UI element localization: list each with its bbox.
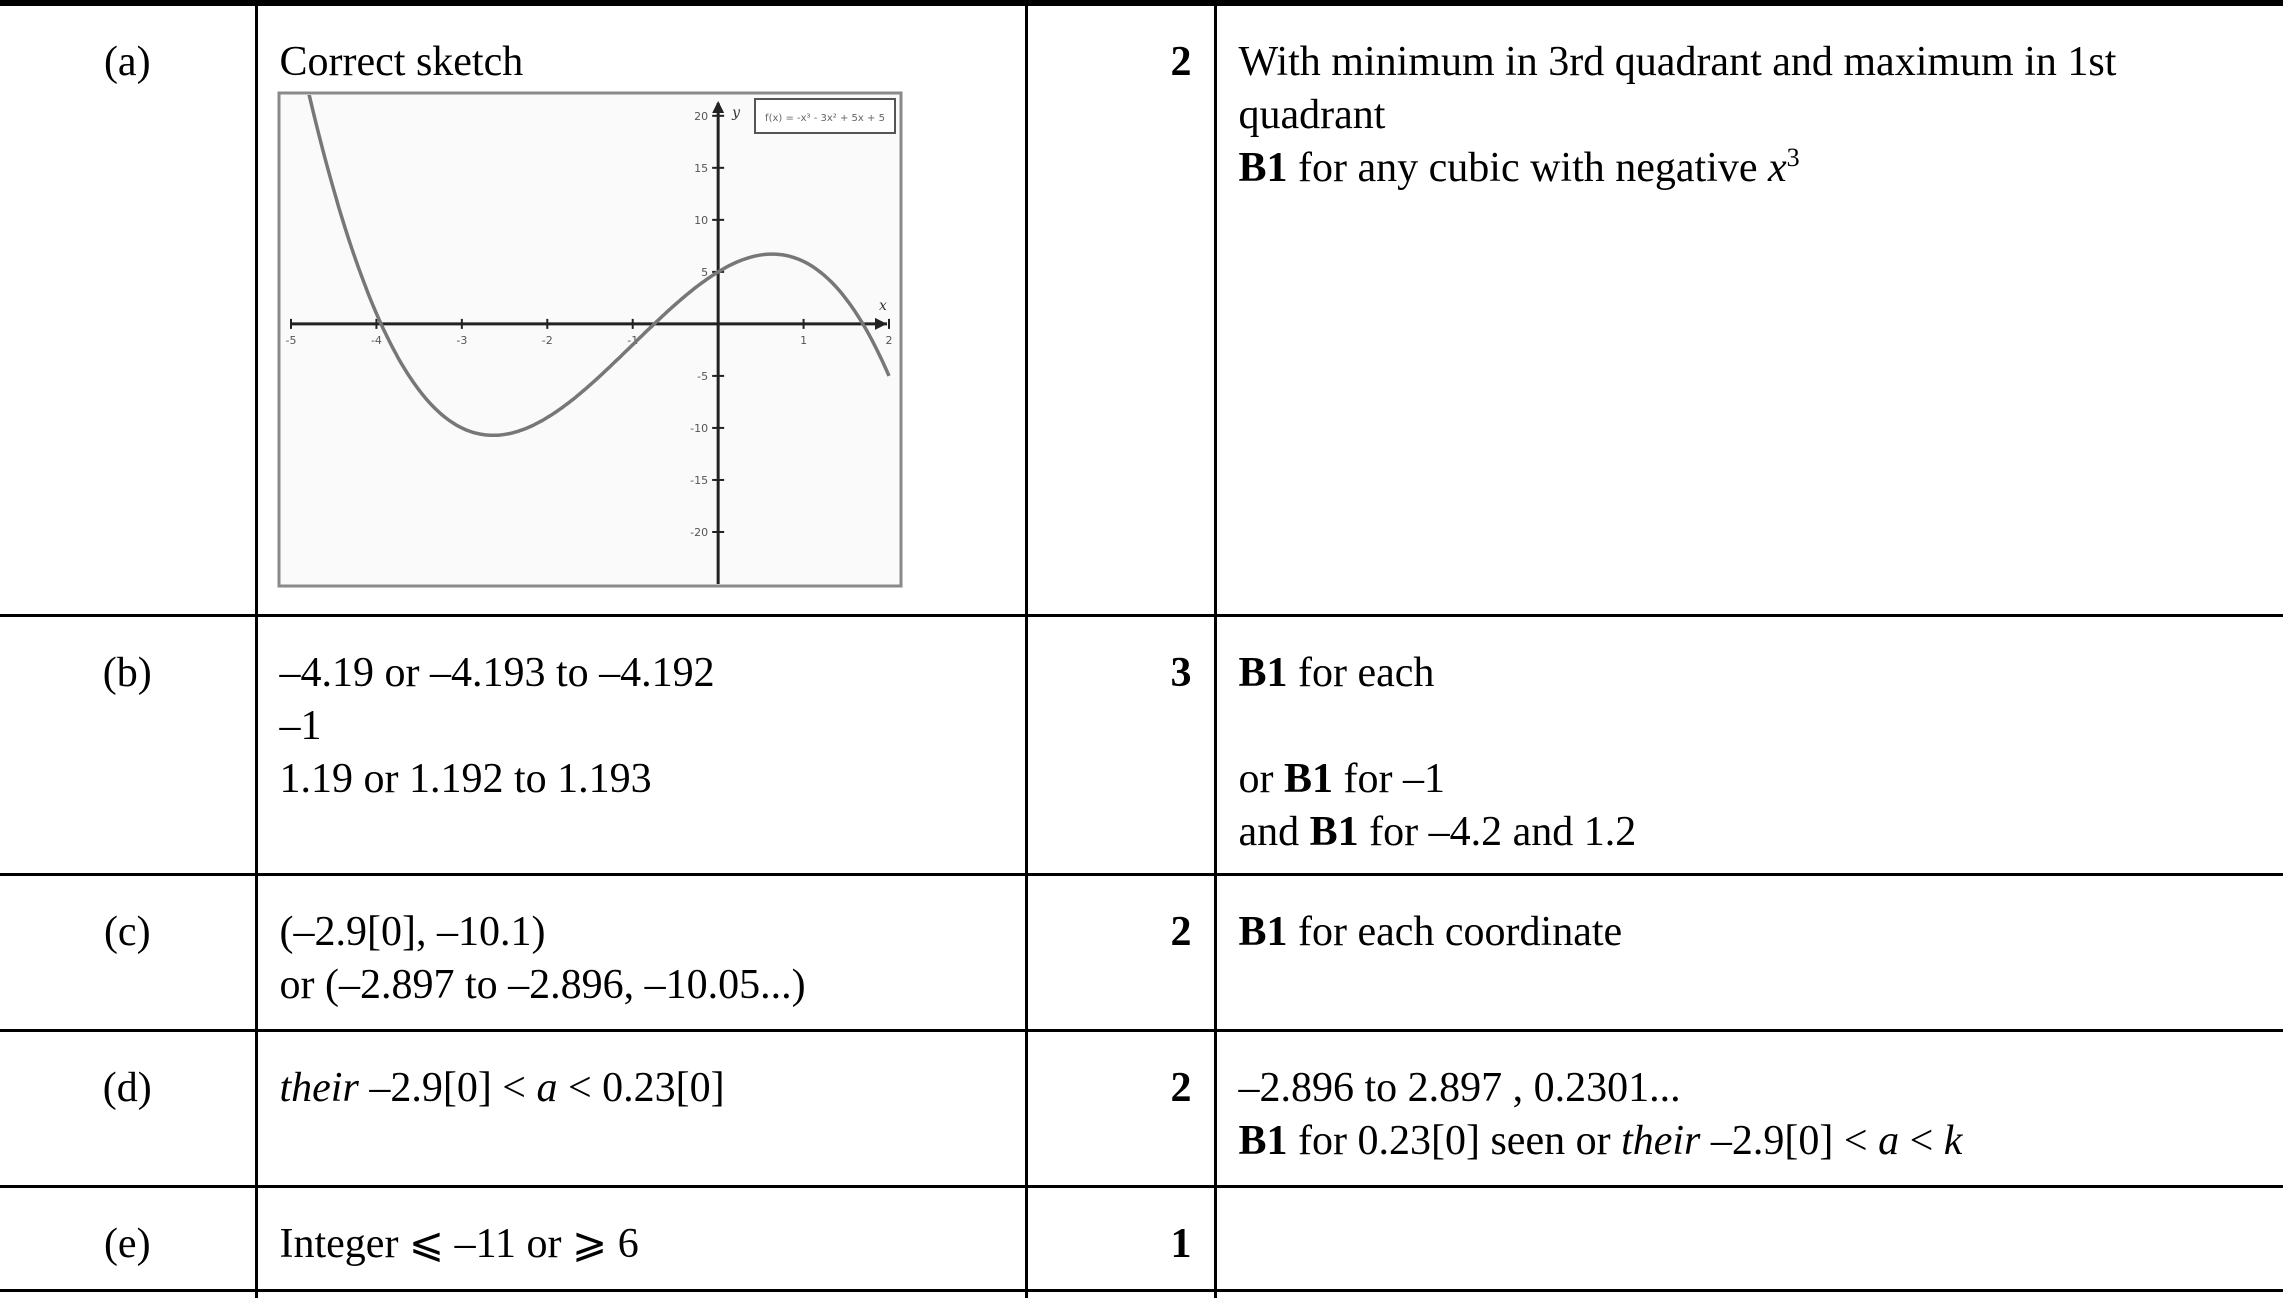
row-d [0,1030,2283,1186]
legend-text: f(x) = -x³ - 3x² + 5x + 5 [764,113,885,124]
x-axis-label: x [878,297,887,314]
x-tick-label: -1 [626,333,638,347]
variable-k: k [1943,1117,1963,1164]
note-text: for any cubic with negative [1287,145,1769,191]
part-label: (b) [0,615,256,874]
answer-cell [256,615,1026,874]
note-line [1239,806,2262,859]
x-tick-label: -2 [541,333,553,347]
part-label: (e) [0,1186,256,1290]
y-tick-label: 5 [700,265,708,279]
row-b [0,615,2283,874]
notes-cell [1215,1030,2283,1186]
note-text: for each [1287,649,1435,696]
notes-cell [1215,3,2283,615]
note-line [1239,647,2262,700]
answer-text: < 0.23[0] [557,1064,725,1111]
variable-a: a [1878,1117,1900,1164]
answer-line: or (–2.897 to –2.896, –10.05...) [279,961,806,1008]
cubic-sketch [277,91,903,588]
y-tick-label: -10 [689,421,708,435]
y-axis-label: y [731,105,740,121]
mark-value: 3 [1026,615,1215,874]
answer-cell [256,874,1026,1030]
note-line: –2.896 to 2.897 , 0.2301... [1238,1064,1681,1111]
note-text: for –4.2 and 1.2 [1358,808,1637,855]
notes-cell [1215,874,2283,1030]
answer-line [280,1062,1003,1115]
b1-mark: B1 [1238,908,1288,955]
x-tick-label: -3 [455,333,467,347]
part-label: (c) [0,874,256,1030]
note-line [1239,1115,2262,1168]
row-continuation [0,1290,2283,1298]
row-e [0,1186,2283,1290]
mark-value: 2 [1026,3,1215,615]
b1-mark: B1 [1238,649,1288,696]
note-text: –2.9[0] < [1700,1117,1879,1164]
row-c [0,874,2283,1030]
note-line [1239,142,2262,195]
b1-mark: B1 [1284,755,1334,802]
y-tick-label: 10 [693,213,708,227]
mark-value: 2 [1026,874,1215,1030]
notes-cell [1215,615,2283,874]
note-text: < [1899,1117,1944,1164]
answer-cell: Integer ⩽ –11 or ⩾ 6 [256,1186,1026,1290]
y-tick-label: -20 [689,525,708,539]
note-text: for –1 [1333,755,1445,802]
their-text: their [1621,1117,1701,1164]
mark-value: 2 [1026,1030,1215,1186]
note-line: With minimum in 3rd quadrant and maximum in 1st [1238,39,2117,85]
part-label: (a) [0,3,256,615]
spacer [1239,700,2262,753]
y-tick-label: 20 [693,109,708,123]
note-text: for each coordinate [1287,908,1623,955]
y-tick-label: -15 [689,473,708,487]
part-label: (d) [0,1030,256,1186]
y-tick-label: -5 [696,369,708,383]
notes-cell [1215,1186,2283,1290]
x-tick-label: 1 [799,333,807,347]
empty-cell [256,1290,1026,1298]
note-line [1239,906,2262,959]
note-text: for 0.23[0] seen or [1287,1117,1622,1164]
answer-title: Correct sketch [279,39,524,85]
their-text: their [279,1064,359,1111]
x-tick-label: -4 [370,333,382,347]
note-text: or [1238,755,1284,802]
empty-cell [1026,1290,1215,1298]
answer-line: –1 [279,702,322,749]
note-line [1239,753,2262,806]
row-a [0,3,2283,615]
empty-cell [0,1290,256,1298]
note-text: and [1238,808,1310,855]
answer-text: –2.9[0] < [358,1064,537,1111]
answer-line: –4.19 or –4.193 to –4.192 [279,649,715,696]
answer-cell [256,1030,1026,1186]
answer-line: 1.19 or 1.192 to 1.193 [279,755,652,802]
variable-x: x [1768,145,1787,191]
mark-value: 1 [1026,1186,1215,1290]
variable-a: a [536,1064,558,1111]
b1-mark: B1 [1238,1117,1288,1164]
exponent: 3 [1786,143,1800,172]
note-line: quadrant [1238,92,1386,138]
x-tick-label: 2 [885,333,892,347]
empty-cell [1215,1290,2283,1298]
b1-mark: B1 [1238,145,1288,191]
y-tick-label: 15 [693,161,708,175]
b1-mark: B1 [1309,808,1359,855]
x-tick-label: -5 [285,333,296,347]
answer-line: (–2.9[0], –10.1) [279,908,546,955]
answer-cell [256,3,1026,615]
